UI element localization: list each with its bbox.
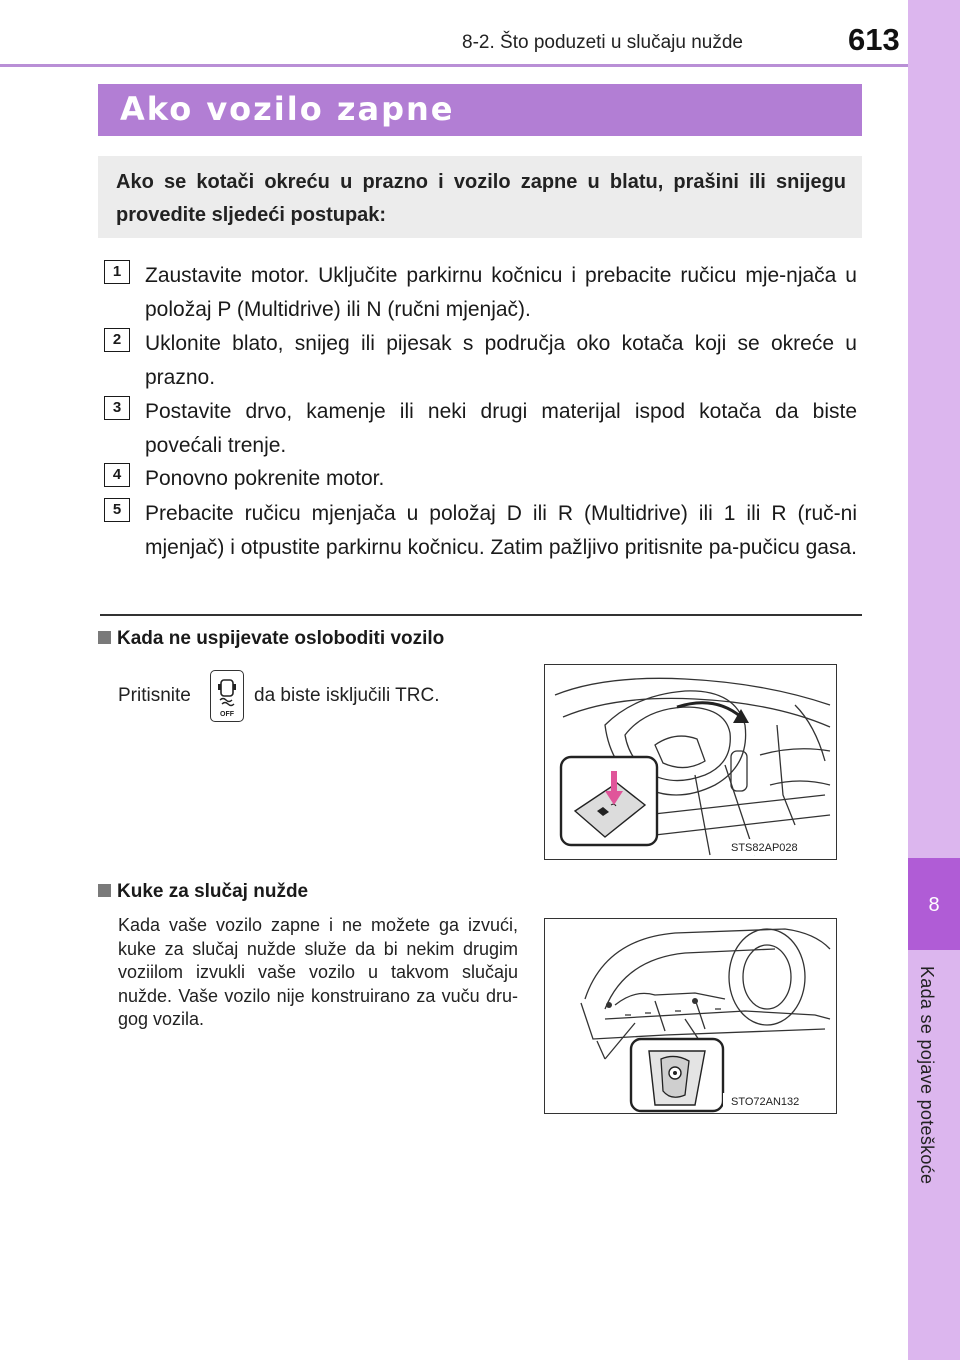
dashboard-drawing — [545, 665, 836, 859]
step-number: 1 — [104, 260, 130, 284]
bullet-square-icon — [98, 884, 111, 897]
section-header: 8-2. Što poduzeti u slučaju nužde — [462, 32, 743, 53]
subsection-heading-text: Kuke za slučaj nužde — [117, 881, 309, 902]
intro-box — [98, 156, 862, 238]
subsection-heading — [98, 881, 308, 903]
trc-icon-label: OFF — [220, 711, 234, 718]
trc-text-before: Pritisnite — [118, 685, 191, 706]
section-divider — [100, 614, 862, 616]
subsection-heading-text: Kada ne uspijevate osloboditi vozilo — [117, 628, 445, 649]
dashboard-illustration — [544, 664, 837, 860]
step-text: Zaustavite motor. Uključite parkirnu kočnicu i prebacite ručicu mje-njača u položaj P (Multidrive) ili N (ručni mjenjač). — [145, 264, 857, 321]
tow-hook-drawing — [545, 919, 836, 1113]
chapter-title: Kada se pojave poteškoće — [917, 966, 937, 1185]
subsection-heading — [98, 628, 444, 650]
step-text: Uklonite blato, snijeg ili pijesak s područja oko kotača koji se okreće u prazno. — [145, 332, 857, 389]
step-text: Postavite drvo, kamenje ili neki drugi materijal ispod kotača da biste povećali trenje. — [145, 400, 857, 457]
tow-hook-illustration — [544, 918, 837, 1114]
step-text: Ponovno pokrenite motor. — [145, 467, 385, 490]
page-number: 613 — [848, 22, 900, 57]
trc-text-after: da biste isključili TRC. — [254, 685, 440, 706]
figure-code: STS82AP028 — [731, 842, 798, 854]
hooks-description: Kada vaše vozilo zapne i ne možete ga izvući, kuke za slučaj nužde služe da bi nekim drugim voziilom izvukli vaše vozilo u takvom slučaju nužde. Vaše vozilo nije konstruirano za vuču dru-gog vozila. — [118, 915, 518, 1029]
page-title: Ako vozilo zapne — [120, 90, 455, 128]
step-number: 2 — [104, 328, 130, 352]
trc-off-icon-graphic — [211, 671, 243, 721]
step-number: 3 — [104, 396, 130, 420]
step-number: 5 — [104, 498, 130, 522]
bullet-square-icon — [98, 631, 111, 644]
chapter-number: 8 — [928, 894, 940, 916]
title-bar — [98, 84, 862, 136]
step-number: 4 — [104, 463, 130, 487]
chapter-number-box — [908, 858, 960, 950]
figure-code: STO72AN132 — [731, 1096, 800, 1108]
intro-text: Ako se kotači okreću u prazno i vozilo zapne u blatu, prašini ili snijegu provedite sljedeći postupak: — [116, 171, 846, 226]
trc-off-icon — [210, 670, 244, 722]
header-rule — [0, 64, 908, 67]
step-text: Prebacite ručicu mjenjača u položaj D ili R (Multidrive) ili 1 ili R (ruč-ni mjenjač) i otpustite parkirnu kočnicu. Zatim pažljivo pritisnite pa-pučicu gasa. — [145, 502, 857, 559]
